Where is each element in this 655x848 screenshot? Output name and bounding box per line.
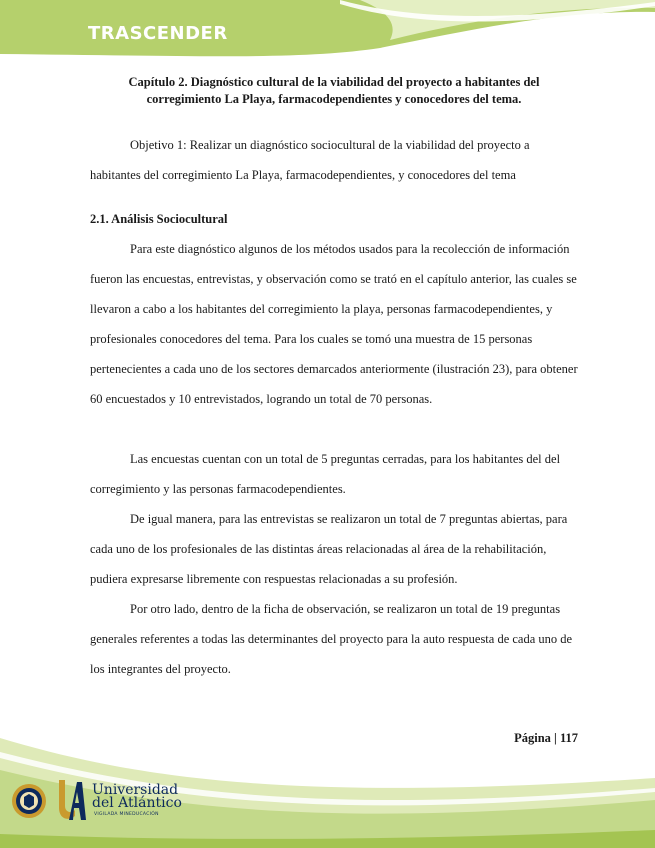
university-tagline: VIGILADA MINEDUCACIÓN bbox=[94, 812, 159, 817]
body-paragraph-4: Por otro lado, dentro de la ficha de observación, se realizaron un total de 19 preguntas generales referentes a todas las determinantes del proyecto para la auto respuesta de cada uno de los integrantes del proyecto. bbox=[90, 602, 573, 676]
brand-title: TRASCENDER bbox=[88, 23, 228, 44]
page-content bbox=[90, 74, 578, 684]
university-seal-icon bbox=[11, 783, 47, 819]
ua-logo-icon bbox=[55, 778, 87, 822]
paragraph-spacer bbox=[90, 414, 578, 444]
university-name-line2: del Atlántico bbox=[92, 795, 182, 811]
body-paragraph-2: Las encuestas cuentan con un total de 5 preguntas cerradas, para los habitantes del del corregimiento y las personas farmacodependientes. bbox=[90, 452, 561, 496]
body-paragraph-1: Para este diagnóstico algunos de los métodos usados para la recolección de información fueron las encuestas, entrevistas, y observación como se trató en el capítulo anterior, las cuales se llevaron a cabo a los habitantes del corregimiento la playa, personas farmacodependientes, y profesionales conocedores del tema. Para los cuales se tomó una muestra de 15 personas pertenecientes a cada uno de los sectores demarcados anteriormente (ilustración 23), para obtener 60 encuestados y 10 entrevistados, logrando un total de 70 personas. bbox=[90, 242, 578, 406]
objective-paragraph: Objetivo 1: Realizar un diagnóstico sociocultural de la viabilidad del proyecto a habitantes del corregimiento La Playa, farmacodependientes, y conocedores del tema bbox=[90, 138, 530, 182]
section-heading: 2.1. Análisis Sociocultural bbox=[90, 212, 228, 226]
body-paragraph-3: De igual manera, para las entrevistas se realizaron un total de 7 preguntas abiertas, para cada uno de los profesionales de las distintas áreas relacionadas al área de la rehabilitación, pudiera expresarse libremente con respuestas relacionadas a su profesión. bbox=[90, 512, 568, 586]
page-number: Página | 117 bbox=[514, 731, 578, 745]
chapter-title: Capítulo 2. Diagnóstico cultural de la viabilidad del proyecto a habitantes del corregimiento La Playa, farmacodependientes y conocedores del tema. bbox=[128, 75, 540, 106]
university-name bbox=[92, 784, 182, 810]
university-name-line1: Universidad bbox=[92, 782, 179, 798]
